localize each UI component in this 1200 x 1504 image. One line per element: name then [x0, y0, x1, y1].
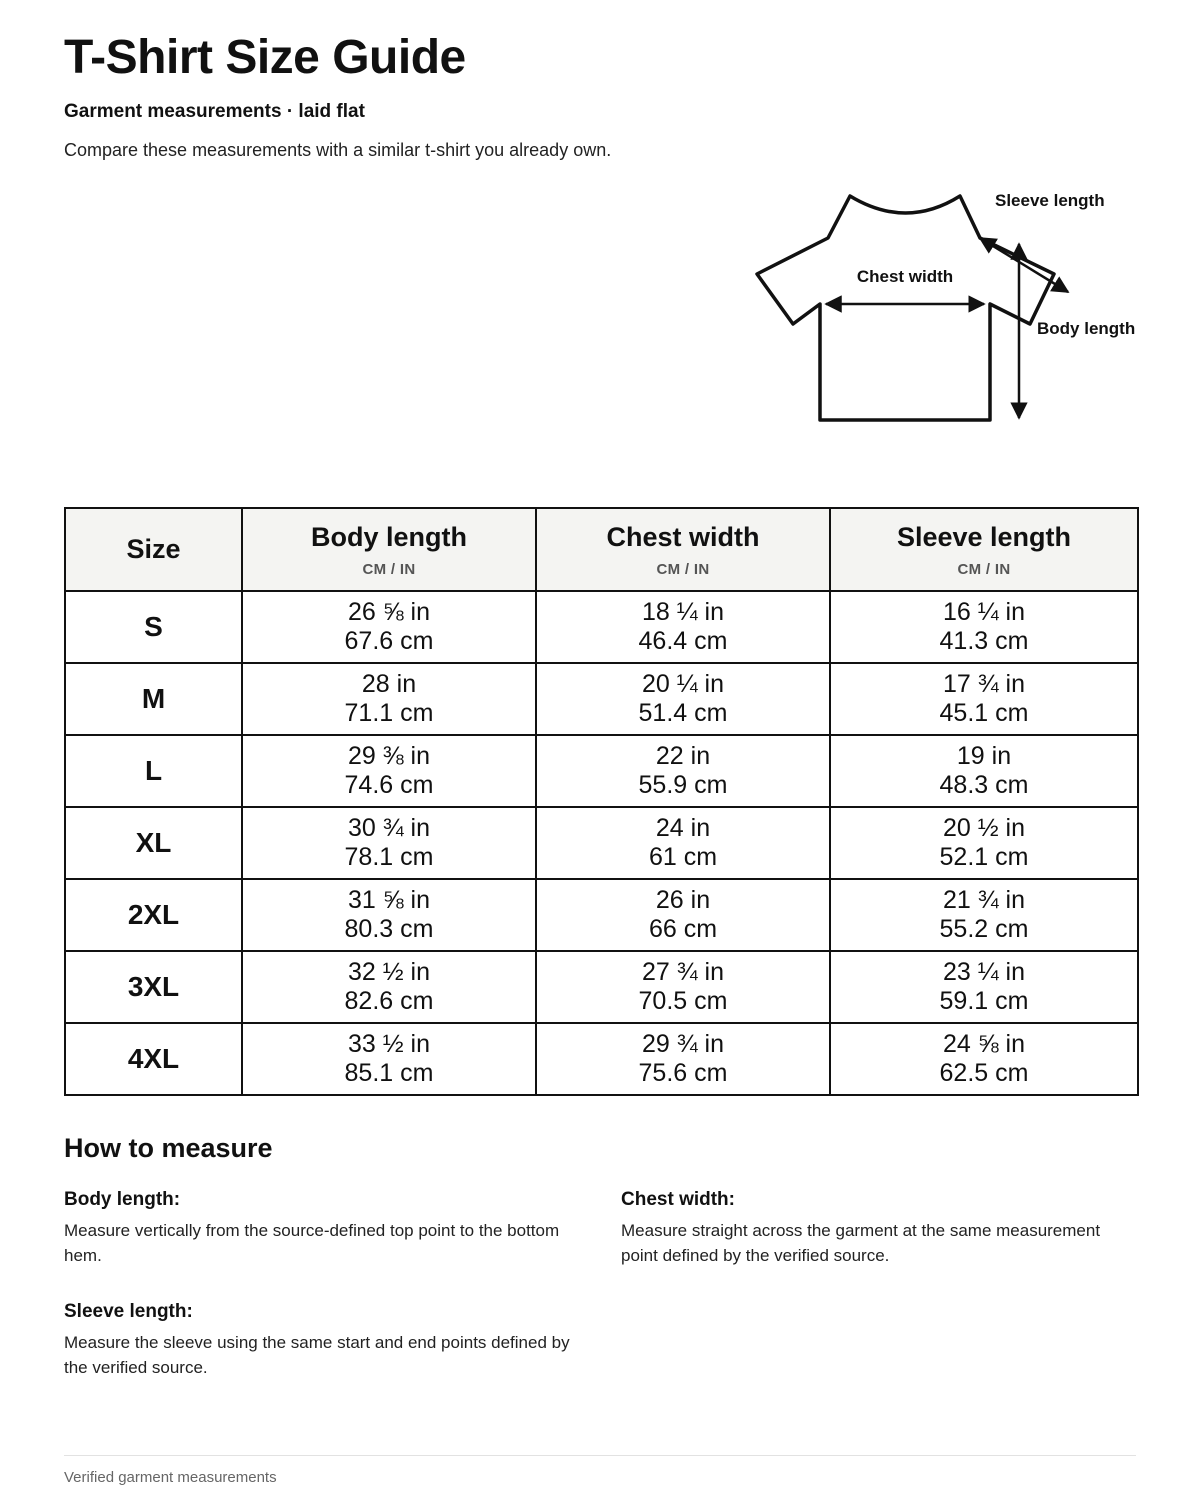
size-cell: L	[65, 735, 242, 807]
size-column-header: Size	[65, 508, 242, 591]
sleeve-cell	[830, 1023, 1138, 1095]
value-inches: 24 in	[655, 814, 711, 842]
intro-text: Compare these measurements with a similar t-shirt you already own.	[64, 140, 612, 160]
instruction-label: Sleeve length:	[64, 1301, 193, 1322]
chest-width-instructions	[621, 1188, 1141, 1268]
value-cm: 66 cm	[648, 915, 718, 943]
value-cm: 45.1 cm	[939, 699, 1029, 727]
chest-width-label: Chest width	[856, 267, 954, 286]
body-cell	[242, 663, 536, 735]
value-cm: 75.6 cm	[638, 1059, 728, 1087]
sleeve-cell	[830, 591, 1138, 663]
value-cm: 82.6 cm	[344, 987, 434, 1015]
value-inches: 26 ⅝ in	[347, 598, 430, 626]
tshirt-diagram-svg	[740, 180, 1160, 440]
column-unit: CM / IN	[957, 561, 1011, 578]
body-length-column-header	[242, 508, 536, 591]
value-inches: 21 ¾ in	[942, 886, 1025, 914]
sleeve-length-arrow	[980, 238, 1068, 292]
chest-cell	[536, 591, 830, 663]
page-subtitle: Garment measurements · laid flat	[64, 101, 365, 122]
footer-note: Verified garment measurements	[64, 1469, 277, 1486]
instruction-text: Measure vertically from the source-defined top point to the bottom hem.	[64, 1221, 560, 1265]
value-inches: 19 in	[956, 742, 1012, 770]
value-cm: 51.4 cm	[638, 699, 728, 727]
table-row	[65, 663, 1138, 735]
body-cell	[242, 591, 536, 663]
body-length-instructions	[64, 1188, 584, 1268]
table-row	[65, 1023, 1138, 1095]
instruction-label: Chest width:	[621, 1189, 735, 1210]
value-inches: 27 ¾ in	[641, 958, 724, 986]
value-inches: 28 in	[361, 670, 417, 698]
chest-cell	[536, 663, 830, 735]
table-header-row	[65, 508, 1138, 591]
value-cm: 85.1 cm	[344, 1059, 434, 1087]
chest-cell	[536, 879, 830, 951]
sleeve-cell	[830, 951, 1138, 1023]
value-cm: 59.1 cm	[939, 987, 1029, 1015]
body-cell	[242, 879, 536, 951]
value-cm: 80.3 cm	[344, 915, 434, 943]
value-cm: 41.3 cm	[939, 627, 1029, 655]
sleeve-cell	[830, 879, 1138, 951]
size-cell: 2XL	[65, 879, 242, 951]
value-inches: 32 ½ in	[347, 958, 430, 986]
page-title: T-Shirt Size Guide	[64, 31, 466, 84]
column-title: Chest width	[606, 522, 760, 552]
column-unit: CM / IN	[656, 561, 710, 578]
value-cm: 48.3 cm	[939, 771, 1029, 799]
footer-divider	[64, 1455, 1136, 1456]
instruction-label: Body length:	[64, 1189, 181, 1210]
value-inches: 17 ¾ in	[942, 670, 1025, 698]
size-cell: S	[65, 591, 242, 663]
table-row	[65, 951, 1138, 1023]
column-unit: CM / IN	[362, 561, 416, 578]
value-cm: 70.5 cm	[638, 987, 728, 1015]
tshirt-diagram	[740, 180, 1160, 440]
value-cm: 62.5 cm	[939, 1059, 1029, 1087]
table-row	[65, 735, 1138, 807]
body-cell	[242, 951, 536, 1023]
value-inches: 33 ½ in	[347, 1030, 430, 1058]
value-inches: 31 ⅝ in	[347, 886, 430, 914]
size-cell: 4XL	[65, 1023, 242, 1095]
chest-cell	[536, 807, 830, 879]
value-cm: 61 cm	[648, 843, 718, 871]
sleeve-length-column-header	[830, 508, 1138, 591]
table-row	[65, 591, 1138, 663]
body-length-label: Body length	[1037, 319, 1136, 338]
value-inches: 24 ⅝ in	[942, 1030, 1025, 1058]
value-cm: 78.1 cm	[344, 843, 434, 871]
size-cell: XL	[65, 807, 242, 879]
value-cm: 67.6 cm	[344, 627, 434, 655]
size-table	[64, 507, 1139, 1096]
value-cm: 52.1 cm	[939, 843, 1029, 871]
value-inches: 20 ¼ in	[641, 670, 724, 698]
value-inches: 18 ¼ in	[641, 598, 724, 626]
sleeve-cell	[830, 735, 1138, 807]
value-inches: 29 ¾ in	[641, 1030, 724, 1058]
sleeve-cell	[830, 663, 1138, 735]
body-cell	[242, 807, 536, 879]
table-body	[65, 591, 1138, 1095]
sleeve-length-instructions	[64, 1300, 584, 1380]
instruction-text: Measure the sleeve using the same start and end points defined by the verified source.	[64, 1333, 570, 1377]
value-cm: 55.9 cm	[638, 771, 728, 799]
value-inches: 20 ½ in	[942, 814, 1025, 842]
table-row	[65, 879, 1138, 951]
value-inches: 29 ⅜ in	[347, 742, 430, 770]
chest-cell	[536, 951, 830, 1023]
value-inches: 16 ¼ in	[942, 598, 1025, 626]
sleeve-length-label: Sleeve length	[995, 191, 1105, 210]
chest-width-column-header	[536, 508, 830, 591]
value-inches: 30 ¾ in	[347, 814, 430, 842]
value-inches: 26 in	[655, 886, 711, 914]
chest-cell	[536, 735, 830, 807]
value-cm: 71.1 cm	[344, 699, 434, 727]
tshirt-outline	[757, 196, 1054, 420]
body-cell	[242, 1023, 536, 1095]
size-cell: M	[65, 663, 242, 735]
column-title: Sleeve length	[896, 522, 1072, 552]
table-row	[65, 807, 1138, 879]
instruction-text: Measure straight across the garment at the same measurement point defined by the verified source.	[621, 1221, 1101, 1265]
value-cm: 46.4 cm	[638, 627, 728, 655]
column-title: Body length	[311, 522, 467, 552]
how-to-measure-heading: How to measure	[64, 1133, 273, 1163]
body-cell	[242, 735, 536, 807]
value-inches: 22 in	[655, 742, 711, 770]
sleeve-cell	[830, 807, 1138, 879]
value-inches: 23 ¼ in	[942, 958, 1025, 986]
value-cm: 55.2 cm	[939, 915, 1029, 943]
chest-cell	[536, 1023, 830, 1095]
value-cm: 74.6 cm	[344, 771, 434, 799]
size-cell: 3XL	[65, 951, 242, 1023]
